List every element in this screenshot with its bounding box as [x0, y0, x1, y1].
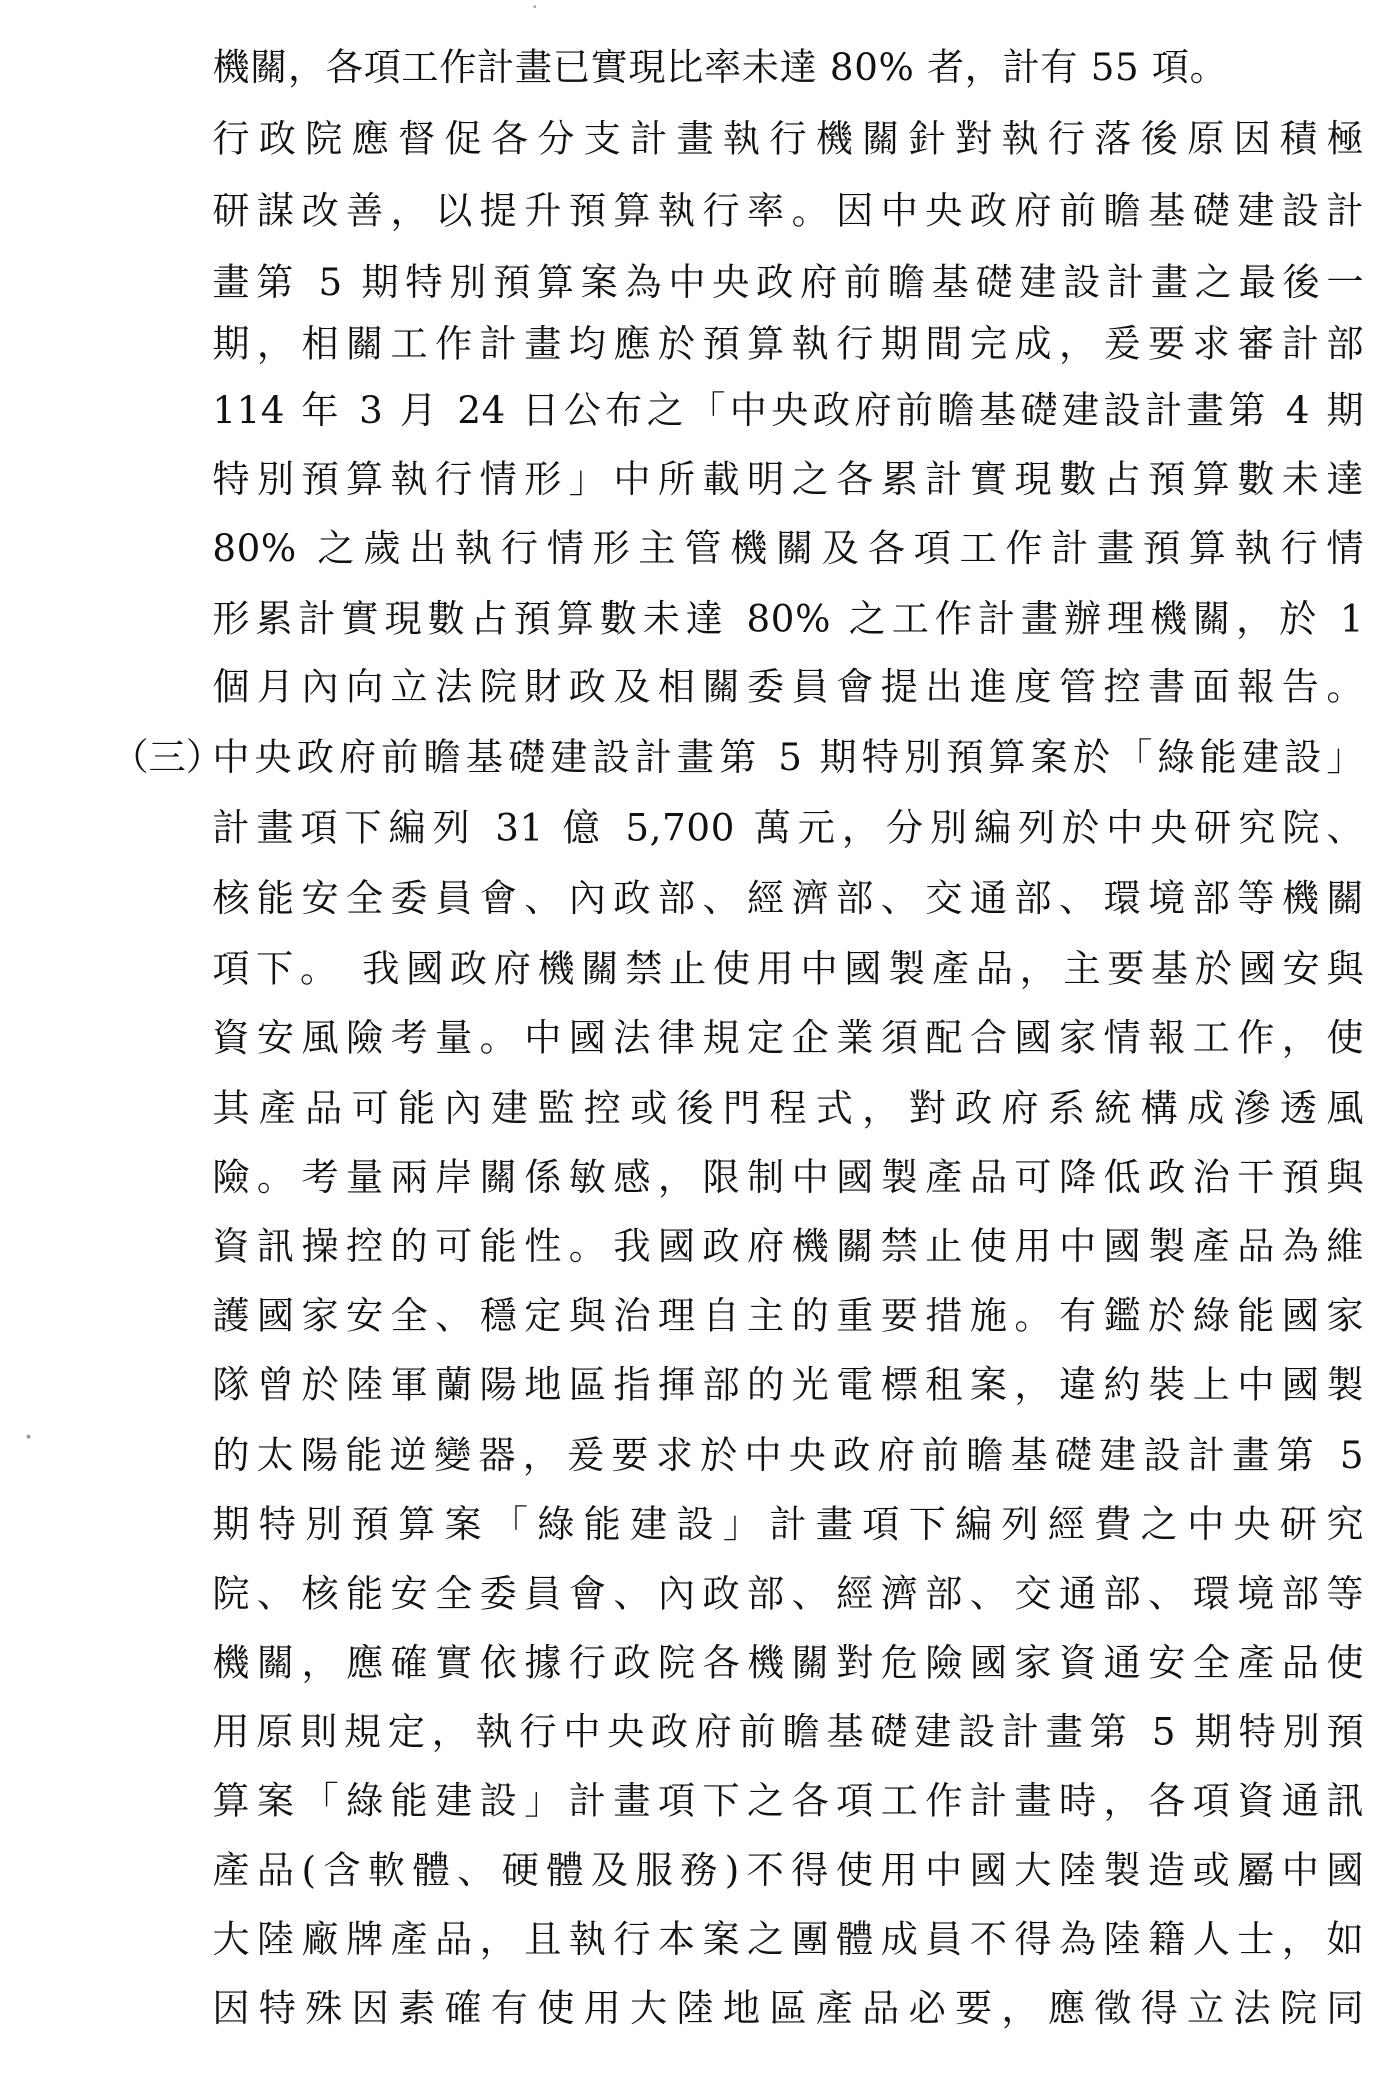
body-line-29: 因特殊因素確有使用大陸地區產品必要，應徵得立法院同 — [212, 1986, 1365, 2031]
body-line-03: 研謀改善，以提升預算執行率。因中央政府前瞻基礎建設計 — [212, 188, 1365, 233]
body-line-13: 核能安全委員會、內政部、經濟部、交通部、環境部等機關 — [212, 876, 1365, 921]
body-line-27: 產品(含軟體、硬體及服務)不得使用中國大陸製造或屬中國 — [212, 1848, 1365, 1893]
scan-speck — [533, 5, 536, 8]
body-line-02: 行政院應督促各分支計畫執行機關針對執行落後原因積極 — [212, 117, 1365, 161]
body-line-21: 的太陽能逆變器，爰要求於中央政府前瞻基礎建設計畫第 5 — [212, 1433, 1365, 1478]
body-line-18: 資訊操控的可能性。我國政府機關禁止使用中國製產品為維 — [212, 1224, 1365, 1269]
body-line-14: 項下。 我國政府機關禁止使用中國製產品，主要基於國安與 — [212, 946, 1365, 991]
body-line-22: 期特別預算案「綠能建設」計畫項下編列經費之中央研究 — [212, 1502, 1365, 1547]
item-marker-3: （三） — [111, 735, 223, 780]
body-line-23: 院、核能安全委員會、內政部、經濟部、交通部、環境部等 — [212, 1571, 1365, 1616]
body-line-11: 中央政府前瞻基礎建設計畫第 5 期特別預算案於「綠能建設」 — [212, 735, 1365, 780]
body-line-01: 機關，各項工作計畫已實現比率未達 80% 者，計有 55 項。 — [212, 45, 1228, 90]
body-line-12: 計畫項下編列 31 億 5,700 萬元，分別編列於中央研究院、 — [212, 805, 1365, 850]
body-line-17: 險。考量兩岸關係敏感，限制中國製產品可降低政治干預與 — [212, 1155, 1365, 1200]
body-line-06: 114 年 3 月 24 日公布之「中央政府前瞻基礎建設計畫第 4 期 — [212, 388, 1365, 433]
body-line-20: 隊曾於陸軍蘭陽地區指揮部的光電標租案，違約裝上中國製 — [212, 1362, 1365, 1407]
body-line-08: 80% 之歲出執行情形主管機關及各項工作計畫預算執行情 — [212, 526, 1365, 571]
body-line-09: 形累計實現數占預算數未達 80% 之工作計畫辦理機關，於 1 — [212, 597, 1365, 641]
body-line-04: 畫第 5 期特別預算案為中央政府前瞻基礎建設計畫之最後一 — [212, 260, 1365, 305]
body-line-25: 用原則規定，執行中央政府前瞻基礎建設計畫第 5 期特別預 — [212, 1709, 1365, 1754]
body-line-10: 個月內向立法院財政及相關委員會提出進度管控書面報告。 — [212, 664, 1365, 709]
body-line-05: 期，相關工作計畫均應於預算執行期間完成，爰要求審計部 — [212, 321, 1365, 366]
body-line-28: 大陸廠牌產品，且執行本案之團體成員不得為陸籍人士，如 — [212, 1917, 1365, 1962]
body-line-24: 機關，應確實依據行政院各機關對危險國家資通安全產品使 — [212, 1640, 1365, 1685]
body-line-15: 資安風險考量。中國法律規定企業須配合國家情報工作，使 — [212, 1015, 1365, 1060]
body-line-26: 算案「綠能建設」計畫項下之各項工作計畫時，各項資通訊 — [212, 1779, 1365, 1824]
body-line-16: 其產品可能內建監控或後門程式，對政府系統構成滲透風 — [212, 1086, 1365, 1131]
body-line-07: 特別預算執行情形」中所載明之各累計實現數占預算數未達 — [212, 457, 1365, 502]
scan-speck — [27, 1435, 31, 1439]
body-line-19: 護國家安全、穩定與治理自主的重要措施。有鑑於綠能國家 — [212, 1293, 1365, 1338]
